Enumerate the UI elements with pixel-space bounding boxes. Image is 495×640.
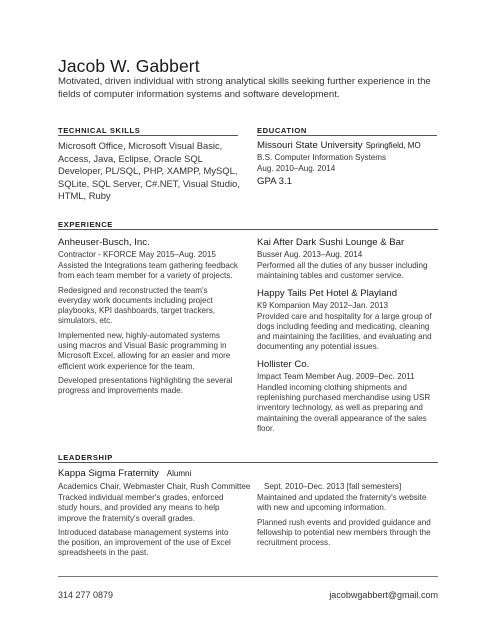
phone-number: 314 277 0879 [58,590,114,600]
leadership-roles: Academics Chair, Webmaster Chair, Rush Committee [58,482,251,491]
leadership-heading: LEADERSHIP [58,453,113,462]
job-role: Contractor - KFORCE May 2015–Aug. 2015 [58,250,216,259]
job-company: Anheuser-Busch, Inc. [58,237,150,248]
experience-heading: EXPERIENCE [58,220,113,229]
job-role: Busser Aug. 2013–Aug. 2014 [257,250,363,259]
leadership-dates: Sept. 2010–Dec. 2013 [fall semesters] [264,482,402,491]
education-heading: EDUCATION [257,126,307,135]
education-school: Missouri State University [257,140,363,151]
leadership-rule [58,462,438,463]
job-paragraph: Developed presentations highlighting the several progress and improvements made. [58,375,233,396]
experience-rule [58,229,438,230]
job-role: Impact Team Member Aug. 2009–Dec. 2011 [257,371,415,381]
job-company: Happy Tails Pet Hotel & Playland [257,287,398,299]
candidate-name: Jacob W. Gabbert [58,56,200,76]
leadership-org-line [58,468,191,480]
education-dates: Aug. 2010–Aug. 2014 [257,164,336,173]
job-paragraph: Performed all the duties of any busser including maintaining tables and customer service. [257,261,428,281]
footer-rule [58,576,438,577]
job-paragraph: Handled incoming clothing shipments and replenishing purchased merchandise using USR inventory technology, as well as preparing and maintaining the overall appearance of the sales floor. [257,382,431,433]
job-paragraph: Implemented new, highly-automated systems using macros and Visual Basic programming in Microsoft Excel, allowing for an easier and more efficient work experience for the team. [58,330,231,371]
experience-left-column [58,237,240,397]
leadership-paragraph: Introduced database management systems into the position, an improvement of the use of Excel spreadsheets in the past. [58,527,231,558]
leadership-status: Alumni [166,469,192,478]
education-location: Springfield, MO [365,141,421,150]
leadership-paragraph: Maintained and updated the fraternity's website with new and upcoming information. [257,493,427,513]
job-role: K9 Kompanion May 2012–Jan. 2013 [257,300,388,310]
email-address: jacobwgabbert@gmail.com [329,590,438,600]
job-company: Kai After Dark Sushi Lounge & Bar [257,237,405,248]
leadership-left-column [58,493,240,559]
leadership-org: Kappa Sigma Fraternity [58,468,159,479]
education-gpa: GPA 3.1 [257,176,293,187]
education-rule [257,135,437,136]
experience-right-column [257,237,442,434]
technical-skills-text: Microsoft Office, Microsoft Visual Basic, Access, Java, Eclipse, Oracle SQL Developer, PL/SQL, PHP, XAMPP, MySQL, SQLite, SQL Server, C#.NET, Visual Studio, HTML, Ruby [58,140,240,202]
education-school-line [257,140,442,152]
leadership-right-column [257,493,442,548]
technical-skills-heading: TECHNICAL SKILLS [58,126,141,135]
job-paragraph: Assisted the Integrations team gathering feedback from each team member for a variety of projects. [58,261,238,281]
job-paragraph: Redesigned and reconstructed the team's everyday work documents including project playbooks, KPI dashboards, target trackers, simulators, etc. [58,285,216,326]
education-degree: B.S. Computer Information Systems [257,153,387,162]
leadership-paragraph: Tracked individual member's grades, enforced study hours, and provided any means to help improve the fraternity's overall grades. [58,493,224,523]
job-paragraph: Provided care and hospitality for a large group of dogs including feeding and medicating, cleaning and maintaining the facilities, and evaluating and documenting any potential issues. [257,311,432,352]
leadership-paragraph: Planned rush events and provided guidance and fellowship to potential new members through the recruitment process. [257,517,431,548]
education-block [257,140,442,188]
job-company: Hollister Co. [257,358,310,370]
summary: Motivated, driven individual with strong analytical skills seeking further experience in the fields of computer information systems and software development. [58,76,431,100]
technical-skills-rule [58,135,238,136]
